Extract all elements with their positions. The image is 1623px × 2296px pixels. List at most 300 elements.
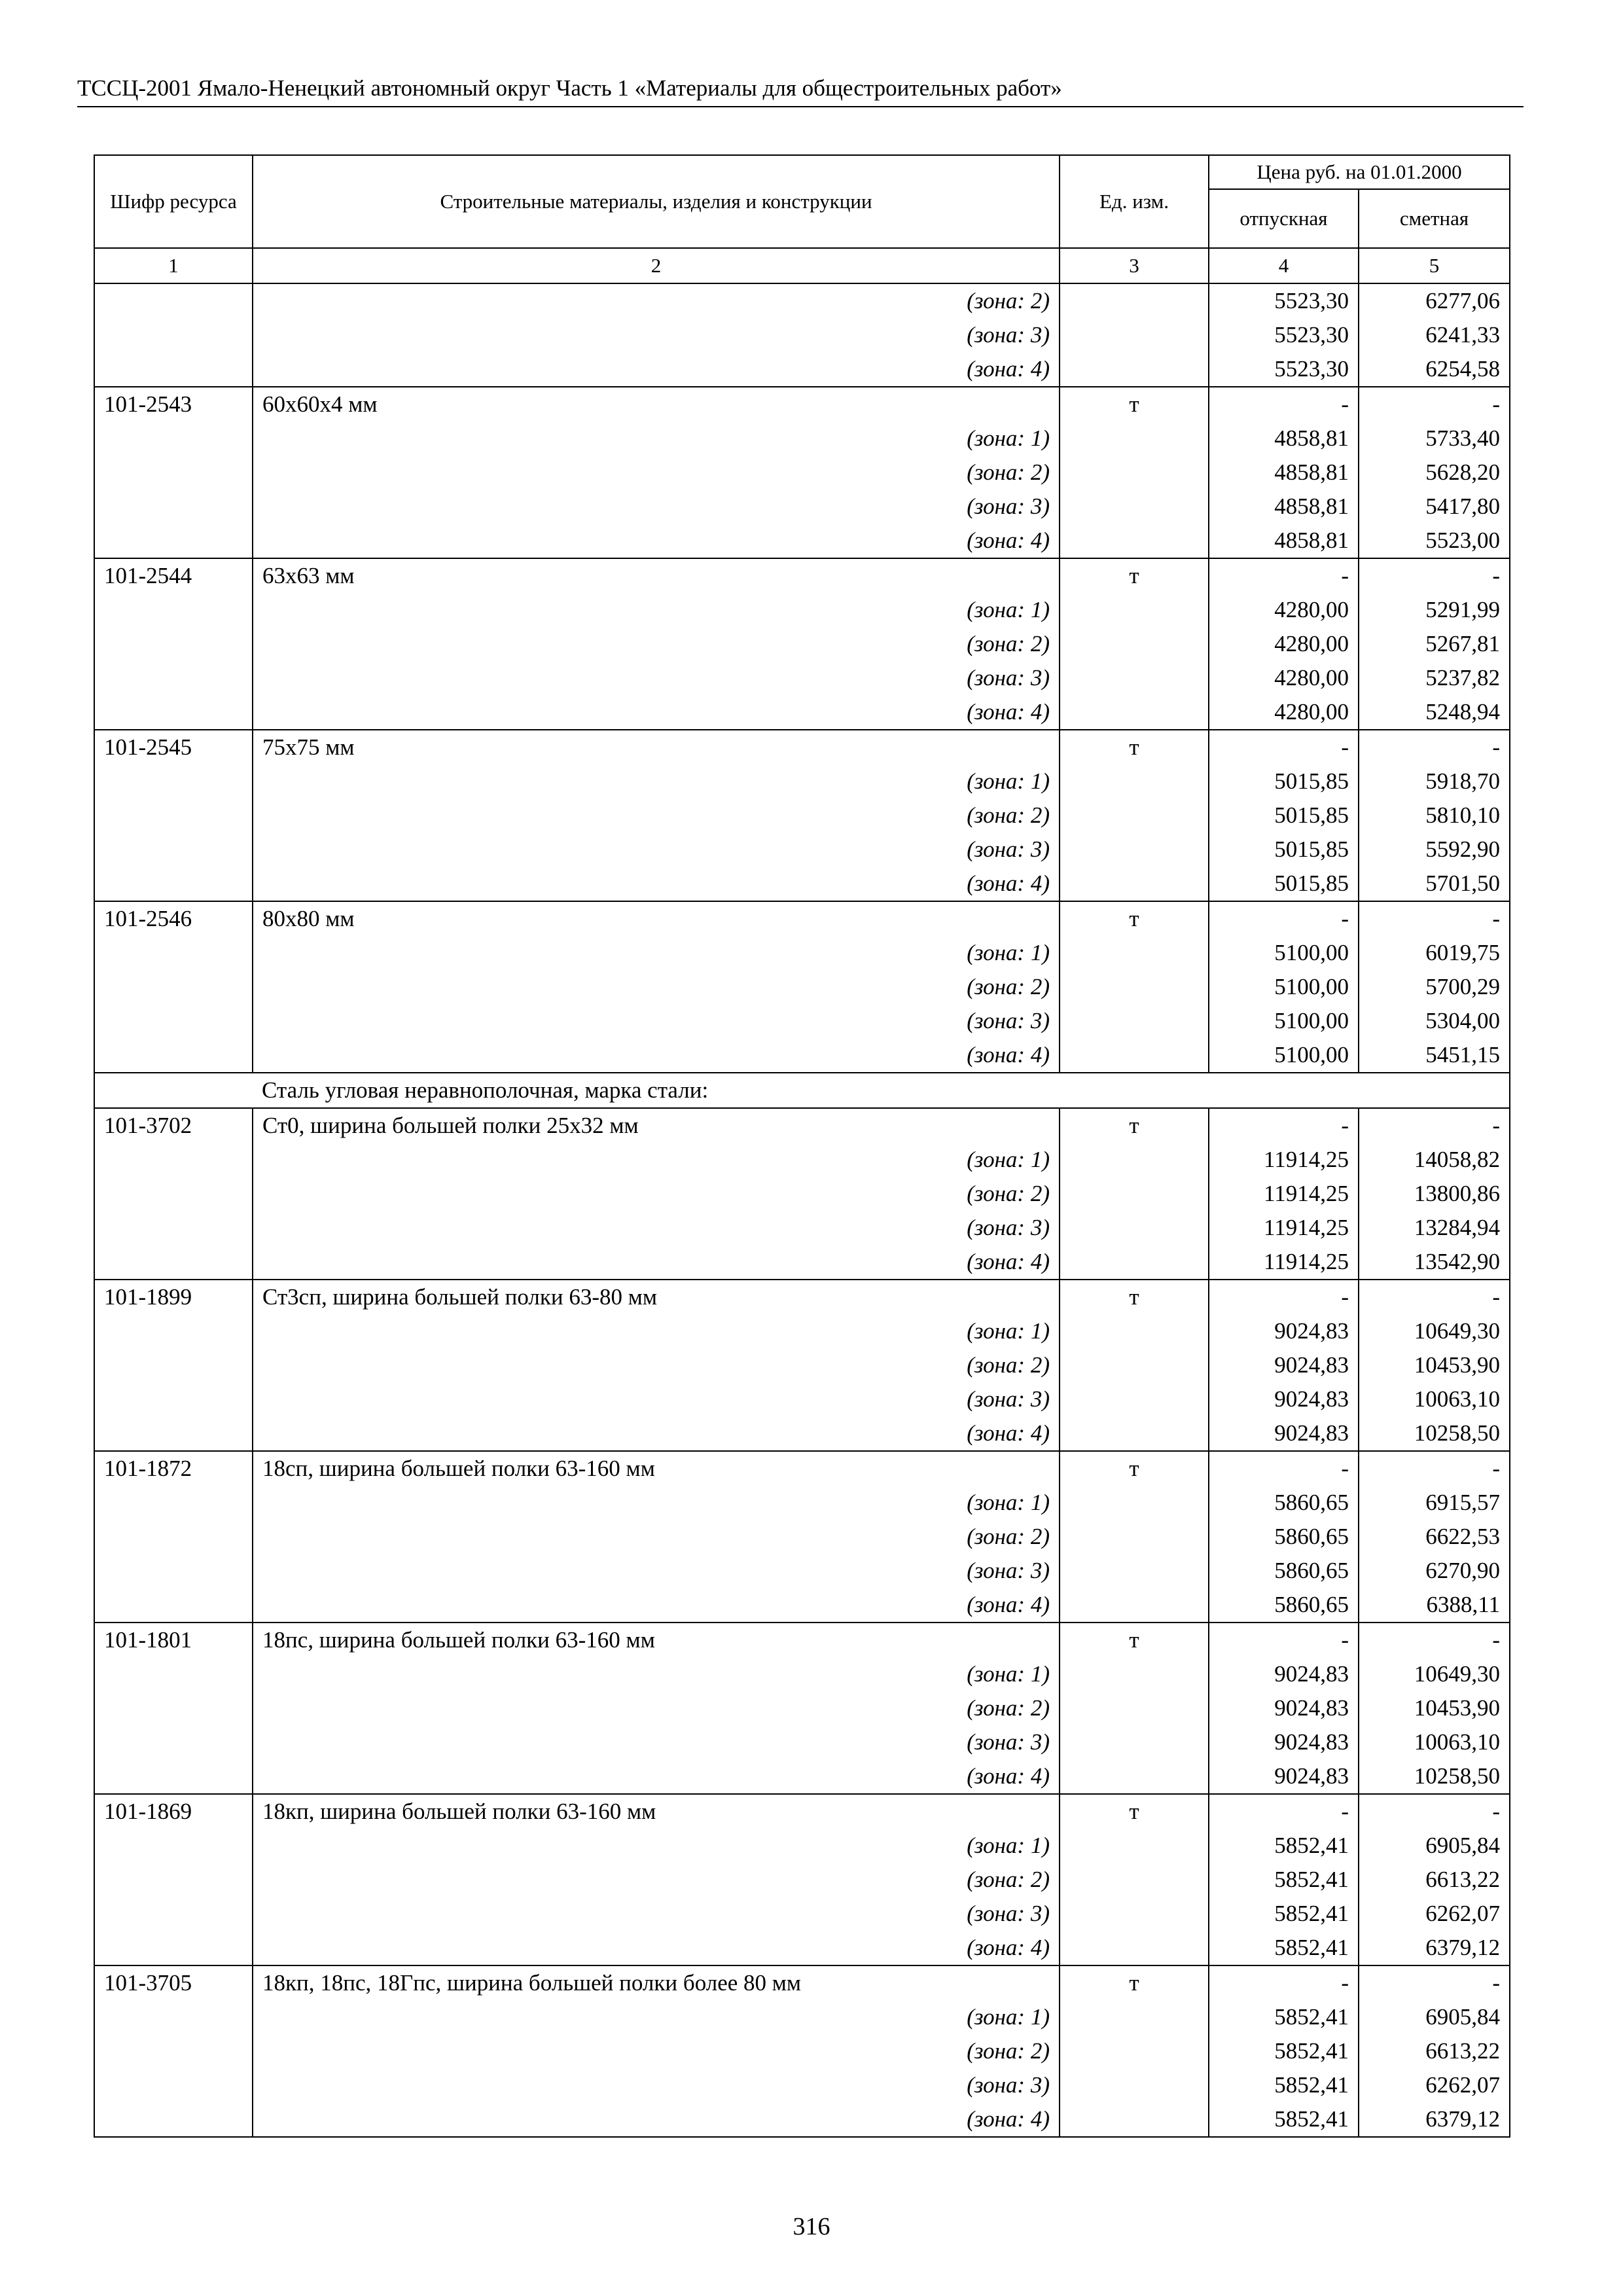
head-col-1: 1 <box>94 248 253 283</box>
release-price: 4858,81 <box>1209 524 1359 558</box>
material-name: 18сп, ширина большей полки 63-160 мм <box>253 1451 1060 1486</box>
release-price: 5100,00 <box>1209 1004 1359 1038</box>
estimate-price: 13284,94 <box>1359 1211 1510 1245</box>
zone-label: (зона: 4) <box>253 352 1060 387</box>
unit-cell <box>1060 352 1209 387</box>
table-row <box>94 1004 1510 1038</box>
table-row <box>94 764 1510 798</box>
release-price: 5852,41 <box>1209 1863 1359 1897</box>
estimate-price: 5810,10 <box>1359 798 1510 833</box>
resource-code <box>94 1657 253 1691</box>
resource-code: 101-1801 <box>94 1623 253 1657</box>
zone-label: (зона: 1) <box>253 764 1060 798</box>
table-row <box>94 318 1510 352</box>
table-row <box>94 1897 1510 1931</box>
unit-cell: т <box>1060 1280 1209 1314</box>
unit-cell <box>1060 1897 1209 1931</box>
table-row <box>94 1794 1510 1829</box>
zone-label: (зона: 1) <box>253 1657 1060 1691</box>
unit-cell <box>1060 1245 1209 1280</box>
zone-label: (зона: 1) <box>253 422 1060 456</box>
zone-label: (зона: 4) <box>253 524 1060 558</box>
table-row <box>94 833 1510 867</box>
resource-code <box>94 2102 253 2137</box>
release-price: 9024,83 <box>1209 1314 1359 1348</box>
estimate-price: 10649,30 <box>1359 1314 1510 1348</box>
zone-label: (зона: 1) <box>253 1486 1060 1520</box>
table-row <box>94 2034 1510 2068</box>
zone-label: (зона: 2) <box>253 2034 1060 2068</box>
zone-label: (зона: 2) <box>253 627 1060 661</box>
release-price: 5523,30 <box>1209 318 1359 352</box>
release-price: 5523,30 <box>1209 352 1359 387</box>
release-price: 9024,83 <box>1209 1382 1359 1416</box>
table-row <box>94 2000 1510 2034</box>
unit-cell <box>1060 764 1209 798</box>
estimate-price: 6019,75 <box>1359 936 1510 970</box>
resource-code <box>94 1931 253 1965</box>
release-price: 11914,25 <box>1209 1211 1359 1245</box>
resource-code <box>94 798 253 833</box>
table-row <box>94 283 1510 318</box>
release-price: 4858,81 <box>1209 456 1359 490</box>
unit-cell <box>1060 695 1209 730</box>
resource-code: 101-2545 <box>94 730 253 764</box>
estimate-price: 6379,12 <box>1359 2102 1510 2137</box>
estimate-price: 6270,90 <box>1359 1554 1510 1588</box>
release-price: 5100,00 <box>1209 970 1359 1004</box>
release-price: 11914,25 <box>1209 1143 1359 1177</box>
zone-label: (зона: 1) <box>253 2000 1060 2034</box>
estimate-price: - <box>1359 558 1510 593</box>
table-row <box>94 1588 1510 1623</box>
table-row <box>94 627 1510 661</box>
estimate-price: 6241,33 <box>1359 318 1510 352</box>
table-row <box>94 901 1510 936</box>
resource-code <box>94 1004 253 1038</box>
zone-label: (зона: 3) <box>253 1554 1060 1588</box>
estimate-price: 5592,90 <box>1359 833 1510 867</box>
release-price: - <box>1209 558 1359 593</box>
table-row <box>94 558 1510 593</box>
table-row <box>94 1965 1510 2000</box>
table-row <box>94 867 1510 901</box>
resource-code <box>94 1725 253 1759</box>
table-row <box>94 1416 1510 1451</box>
estimate-price: 10258,50 <box>1359 1416 1510 1451</box>
estimate-price: 5700,29 <box>1359 970 1510 1004</box>
unit-cell <box>1060 1416 1209 1451</box>
estimate-price: 6905,84 <box>1359 1829 1510 1863</box>
estimate-price: - <box>1359 1280 1510 1314</box>
table-row <box>94 798 1510 833</box>
head-col-2: 2 <box>253 248 1060 283</box>
release-price: - <box>1209 1451 1359 1486</box>
page-header: ТССЦ-2001 Ямало-Ненецкий автономный округ Часть 1 «Материалы для общестроительных работ» <box>77 73 1524 107</box>
zone-label: (зона: 3) <box>253 661 1060 695</box>
release-price: - <box>1209 1794 1359 1829</box>
estimate-price: 13800,86 <box>1359 1177 1510 1211</box>
estimate-price: 6379,12 <box>1359 1931 1510 1965</box>
release-price: 5860,65 <box>1209 1520 1359 1554</box>
unit-cell: т <box>1060 1623 1209 1657</box>
resource-code <box>94 1038 253 1073</box>
estimate-price: 5701,50 <box>1359 867 1510 901</box>
table-row <box>94 936 1510 970</box>
estimate-price: 10453,90 <box>1359 1691 1510 1725</box>
unit-cell <box>1060 1348 1209 1382</box>
material-name: 60х60х4 мм <box>253 387 1060 422</box>
estimate-price: 6915,57 <box>1359 1486 1510 1520</box>
resource-code <box>94 1520 253 1554</box>
release-price: - <box>1209 901 1359 936</box>
resource-code: 101-2544 <box>94 558 253 593</box>
zone-label: (зона: 1) <box>253 1143 1060 1177</box>
table-body <box>94 283 1510 2137</box>
unit-cell: т <box>1060 1108 1209 1143</box>
zone-label: (зона: 2) <box>253 1348 1060 1382</box>
estimate-price: 6622,53 <box>1359 1520 1510 1554</box>
table-row <box>94 970 1510 1004</box>
resource-code <box>94 695 253 730</box>
zone-label: (зона: 3) <box>253 1897 1060 1931</box>
resource-code <box>94 1759 253 1794</box>
table-row <box>94 1623 1510 1657</box>
material-name: 18пс, ширина большей полки 63-160 мм <box>253 1623 1060 1657</box>
zone-label: (зона: 4) <box>253 1038 1060 1073</box>
unit-cell <box>1060 1314 1209 1348</box>
table-head <box>94 155 1510 283</box>
release-price: 5852,41 <box>1209 1897 1359 1931</box>
zone-label: (зона: 3) <box>253 833 1060 867</box>
release-price: 5852,41 <box>1209 2102 1359 2137</box>
unit-cell: т <box>1060 1451 1209 1486</box>
unit-cell <box>1060 970 1209 1004</box>
table-row <box>94 1657 1510 1691</box>
resource-code <box>94 283 253 318</box>
release-price: 4858,81 <box>1209 422 1359 456</box>
table-row <box>94 1177 1510 1211</box>
release-price: 5015,85 <box>1209 867 1359 901</box>
release-price: 9024,83 <box>1209 1657 1359 1691</box>
table-row <box>94 593 1510 627</box>
release-price: 9024,83 <box>1209 1348 1359 1382</box>
zone-label: (зона: 4) <box>253 1588 1060 1623</box>
release-price: 5852,41 <box>1209 2000 1359 2034</box>
resource-code: 101-1869 <box>94 1794 253 1829</box>
release-price: 9024,83 <box>1209 1725 1359 1759</box>
zone-label: (зона: 4) <box>253 2102 1060 2137</box>
resource-code <box>94 627 253 661</box>
resource-code <box>94 2034 253 2068</box>
table-row <box>94 1245 1510 1280</box>
resource-code <box>94 1382 253 1416</box>
unit-cell <box>1060 1004 1209 1038</box>
unit-cell <box>1060 1588 1209 1623</box>
zone-label: (зона: 1) <box>253 1829 1060 1863</box>
table-row <box>94 1382 1510 1416</box>
section-title: Сталь угловая неравнополочная, марка стали: <box>94 1073 1510 1108</box>
estimate-price: - <box>1359 1794 1510 1829</box>
table-row <box>94 387 1510 422</box>
head-price: Цена руб. на 01.01.2000 <box>1209 155 1510 189</box>
resource-code: 101-3705 <box>94 1965 253 2000</box>
material-name: Ст0, ширина большей полки 25х32 мм <box>253 1108 1060 1143</box>
resource-code <box>94 2068 253 2102</box>
resource-code: 101-1899 <box>94 1280 253 1314</box>
material-name: 63х63 мм <box>253 558 1060 593</box>
table-row <box>94 1759 1510 1794</box>
unit-cell <box>1060 1759 1209 1794</box>
unit-cell <box>1060 1038 1209 1073</box>
resource-code <box>94 490 253 524</box>
estimate-price: - <box>1359 1623 1510 1657</box>
resource-code <box>94 970 253 1004</box>
release-price: - <box>1209 1280 1359 1314</box>
zone-label: (зона: 2) <box>253 1520 1060 1554</box>
zone-label: (зона: 2) <box>253 283 1060 318</box>
release-price: 9024,83 <box>1209 1416 1359 1451</box>
table-row <box>94 352 1510 387</box>
release-price: 5015,85 <box>1209 764 1359 798</box>
head-release: отпускная <box>1209 189 1359 248</box>
estimate-price: 6388,11 <box>1359 1588 1510 1623</box>
estimate-price: 6254,58 <box>1359 352 1510 387</box>
table-row <box>94 2102 1510 2137</box>
estimate-price: 10453,90 <box>1359 1348 1510 1382</box>
table-row <box>94 1280 1510 1314</box>
resource-code <box>94 764 253 798</box>
table-row <box>94 2068 1510 2102</box>
table-row <box>94 1863 1510 1897</box>
unit-cell <box>1060 1829 1209 1863</box>
unit-cell <box>1060 593 1209 627</box>
resource-code <box>94 1177 253 1211</box>
zone-label: (зона: 4) <box>253 1931 1060 1965</box>
unit-cell <box>1060 490 1209 524</box>
resource-code: 101-3702 <box>94 1108 253 1143</box>
estimate-price: - <box>1359 1965 1510 2000</box>
head-col-3: 3 <box>1060 248 1209 283</box>
table-row <box>94 456 1510 490</box>
zone-label: (зона: 3) <box>253 1211 1060 1245</box>
table-row <box>94 1451 1510 1486</box>
estimate-price: 5918,70 <box>1359 764 1510 798</box>
resource-code <box>94 352 253 387</box>
zone-label: (зона: 4) <box>253 1759 1060 1794</box>
resource-code <box>94 1245 253 1280</box>
estimate-price: 14058,82 <box>1359 1143 1510 1177</box>
resource-code <box>94 1486 253 1520</box>
estimate-price: 10649,30 <box>1359 1657 1510 1691</box>
resource-code <box>94 936 253 970</box>
resource-code <box>94 1416 253 1451</box>
unit-cell <box>1060 524 1209 558</box>
price-table <box>94 154 1510 2138</box>
resource-code <box>94 318 253 352</box>
resource-code <box>94 867 253 901</box>
table-row <box>94 524 1510 558</box>
zone-label: (зона: 1) <box>253 1314 1060 1348</box>
head-col-4: 4 <box>1209 248 1359 283</box>
unit-cell <box>1060 456 1209 490</box>
unit-cell <box>1060 1382 1209 1416</box>
table-row <box>94 1314 1510 1348</box>
estimate-price: 5451,15 <box>1359 1038 1510 1073</box>
estimate-price: - <box>1359 387 1510 422</box>
release-price: 5100,00 <box>1209 1038 1359 1073</box>
zone-label: (зона: 4) <box>253 695 1060 730</box>
resource-code <box>94 524 253 558</box>
resource-code <box>94 1829 253 1863</box>
unit-cell <box>1060 867 1209 901</box>
resource-code <box>94 1314 253 1348</box>
zone-label: (зона: 4) <box>253 867 1060 901</box>
unit-cell <box>1060 1143 1209 1177</box>
unit-cell <box>1060 1931 1209 1965</box>
resource-code <box>94 2000 253 2034</box>
zone-label: (зона: 4) <box>253 1245 1060 1280</box>
release-price: 5852,41 <box>1209 2034 1359 2068</box>
table-row <box>94 661 1510 695</box>
material-name: 80х80 мм <box>253 901 1060 936</box>
material-name: 75х75 мм <box>253 730 1060 764</box>
release-price: - <box>1209 1108 1359 1143</box>
zone-label: (зона: 3) <box>253 2068 1060 2102</box>
release-price: 4280,00 <box>1209 593 1359 627</box>
table-row <box>94 1725 1510 1759</box>
release-price: 5852,41 <box>1209 1931 1359 1965</box>
table-row <box>94 1211 1510 1245</box>
zone-label: (зона: 2) <box>253 970 1060 1004</box>
zone-label: (зона: 3) <box>253 1725 1060 1759</box>
release-price: - <box>1209 1965 1359 2000</box>
estimate-price: 5304,00 <box>1359 1004 1510 1038</box>
estimate-price: 5628,20 <box>1359 456 1510 490</box>
release-price: 11914,25 <box>1209 1177 1359 1211</box>
zone-label: (зона: 1) <box>253 593 1060 627</box>
estimate-price: 5417,80 <box>1359 490 1510 524</box>
unit-cell <box>1060 2102 1209 2137</box>
unit-cell <box>1060 833 1209 867</box>
zone-label: (зона: 3) <box>253 1382 1060 1416</box>
unit-cell <box>1060 1691 1209 1725</box>
head-name: Строительные материалы, изделия и конструкции <box>253 155 1060 248</box>
resource-code <box>94 1554 253 1588</box>
unit-cell <box>1060 1725 1209 1759</box>
head-unit <box>1060 155 1209 248</box>
unit-cell <box>1060 1211 1209 1245</box>
estimate-price: - <box>1359 1108 1510 1143</box>
unit-cell: т <box>1060 387 1209 422</box>
table-row <box>94 730 1510 764</box>
unit-cell <box>1060 1554 1209 1588</box>
release-price: 5100,00 <box>1209 936 1359 970</box>
release-price: 4280,00 <box>1209 627 1359 661</box>
head-code-label: Шифр ресурса <box>110 190 237 213</box>
table-row <box>94 1486 1510 1520</box>
estimate-price: 6905,84 <box>1359 2000 1510 2034</box>
estimate-price: 10063,10 <box>1359 1725 1510 1759</box>
page-number: 316 <box>793 2213 830 2240</box>
material-name: 18кп, 18пс, 18Гпс, ширина большей полки более 80 мм <box>253 1965 1060 2000</box>
zone-label: (зона: 3) <box>253 490 1060 524</box>
release-price: 9024,83 <box>1209 1759 1359 1794</box>
release-price: 5852,41 <box>1209 1829 1359 1863</box>
estimate-price: 6613,22 <box>1359 1863 1510 1897</box>
table-row <box>94 1143 1510 1177</box>
zone-label: (зона: 4) <box>253 1416 1060 1451</box>
resource-code <box>94 833 253 867</box>
resource-code <box>94 1348 253 1382</box>
unit-cell <box>1060 2068 1209 2102</box>
unit-cell <box>1060 661 1209 695</box>
resource-code <box>94 1691 253 1725</box>
zone-label: (зона: 2) <box>253 1177 1060 1211</box>
unit-cell <box>1060 1863 1209 1897</box>
table-row <box>94 1348 1510 1382</box>
section-row <box>94 1073 1510 1108</box>
release-price: 5523,30 <box>1209 283 1359 318</box>
estimate-price: 5733,40 <box>1359 422 1510 456</box>
release-price: 5852,41 <box>1209 2068 1359 2102</box>
zone-label: (зона: 2) <box>253 798 1060 833</box>
resource-code <box>94 1211 253 1245</box>
table-row <box>94 422 1510 456</box>
release-price: 5015,85 <box>1209 833 1359 867</box>
estimate-price: 5523,00 <box>1359 524 1510 558</box>
estimate-price: 5267,81 <box>1359 627 1510 661</box>
material-name: 18кп, ширина большей полки 63-160 мм <box>253 1794 1060 1829</box>
resource-code <box>94 661 253 695</box>
unit-cell <box>1060 1657 1209 1691</box>
resource-code: 101-1872 <box>94 1451 253 1486</box>
unit-cell <box>1060 1177 1209 1211</box>
table-row <box>94 1829 1510 1863</box>
estimate-price: 6262,07 <box>1359 1897 1510 1931</box>
zone-label: (зона: 2) <box>253 1691 1060 1725</box>
release-price: - <box>1209 1623 1359 1657</box>
zone-label: (зона: 2) <box>253 456 1060 490</box>
release-price: 5015,85 <box>1209 798 1359 833</box>
resource-code <box>94 1588 253 1623</box>
table-row <box>94 1038 1510 1073</box>
table-row <box>94 1108 1510 1143</box>
release-price: 5860,65 <box>1209 1554 1359 1588</box>
zone-label: (зона: 3) <box>253 1004 1060 1038</box>
resource-code <box>94 1897 253 1931</box>
unit-cell: т <box>1060 1794 1209 1829</box>
zone-label: (зона: 1) <box>253 936 1060 970</box>
unit-cell: т <box>1060 730 1209 764</box>
release-price: 4280,00 <box>1209 695 1359 730</box>
unit-cell: т <box>1060 901 1209 936</box>
resource-code <box>94 422 253 456</box>
release-price: 9024,83 <box>1209 1691 1359 1725</box>
estimate-price: - <box>1359 730 1510 764</box>
table-row <box>94 1931 1510 1965</box>
estimate-price: 6277,06 <box>1359 283 1510 318</box>
resource-code <box>94 593 253 627</box>
head-code <box>94 155 253 248</box>
head-unit-label: Ед. изм. <box>1099 190 1169 213</box>
resource-code <box>94 1143 253 1177</box>
estimate-price: 13542,90 <box>1359 1245 1510 1280</box>
resource-code <box>94 1863 253 1897</box>
unit-cell: т <box>1060 1965 1209 2000</box>
resource-code: 101-2543 <box>94 387 253 422</box>
estimate-price: - <box>1359 901 1510 936</box>
